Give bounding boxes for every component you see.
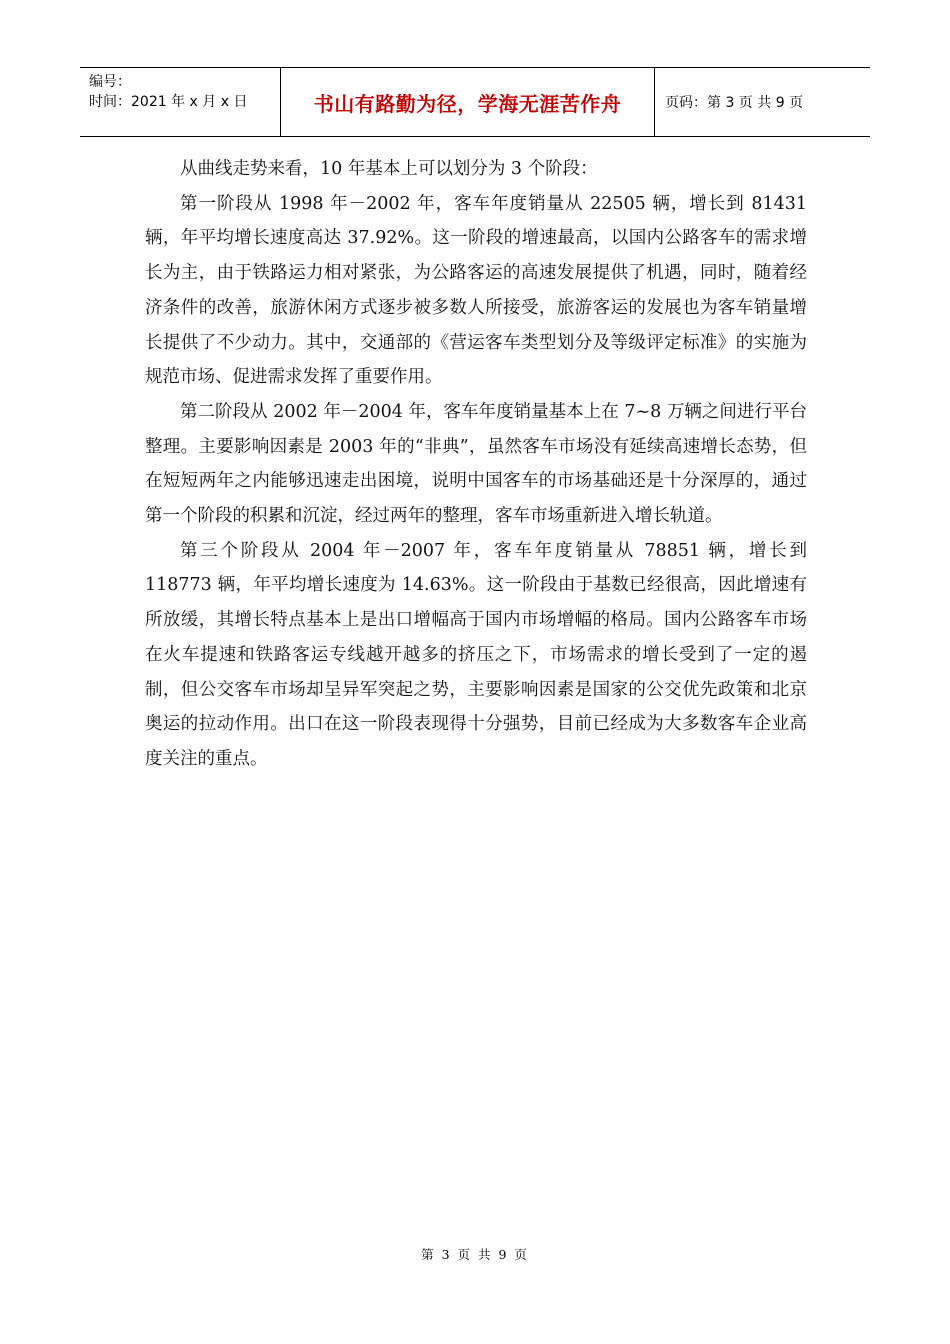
body-paragraph: 第二阶段从 2002 年－2004 年，客车年度销量基本上在 7~8 万辆之间进行平台整理。主要影响因素是 2003 年的“非典”，虽然客车市场没有延续高速增长态势，但在短短两年之内能够迅速走出困境，说明中国客车的市场基础还是十分深厚的，通过第一个阶段的积累和沉淀，经过两年的整理，客车市场重新进入增长轨道。 xyxy=(145,401,807,527)
document-number-label: 编号： xyxy=(89,74,131,90)
body-paragraph: 从曲线走势来看，10 年基本上可以划分为 3 个阶段： xyxy=(180,159,598,179)
body-paragraph: 第三个阶段从 2004 年－2007 年，客车年度销量从 78851 辆，增长到 118773 辆，年平均增长速度为 14.63%。这一阶段由于基数已经很高，因此增速有所放缓，其增长特点基本上是出口增幅高于国内市场增幅的格局。国内公路客车市场在火车提速和铁路客运专线越开越多的挤压之下，市场需求的增长受到了一定的遏制，但公交客车市场却呈异军突起之势，主要影响因素是国家的公交优先政策和北京奥运的拉动作用。出口在这一阶段表现得十分强势，目前已经成为大多数客车企业高度关注的重点。 xyxy=(145,540,807,769)
body-paragraph: 第一阶段从 1998 年－2002 年，客车年度销量从 22505 辆，增长到 81431 辆，年平均增长速度高达 37.92%。这一阶段的增速最高，以国内公路客车的需求增长为主，由于铁路运力相对紧张，为公路客运的高速发展提供了机遇，同时，随着经济条件的改善，旅游休闲方式逐步被多数人所接受，旅游客运的发展也为客车销量增长提供了不少动力。其中，交通部的《营运客车类型划分及等级评定标准》的实施为规范市场、促进需求发挥了重要作用。 xyxy=(145,193,807,388)
document-body xyxy=(145,152,807,777)
page-header xyxy=(80,67,870,137)
header-meta xyxy=(80,68,281,136)
header-page-number: 页码：第 3 页 共 9 页 xyxy=(665,95,804,111)
page-footer: 第 3 页 共 9 页 xyxy=(421,1247,529,1262)
document-date-label: 时间：2021 年 x 月 x 日 xyxy=(89,94,248,110)
header-motto: 书山有路勤为径，学海无涯苦作舟 xyxy=(281,68,655,136)
